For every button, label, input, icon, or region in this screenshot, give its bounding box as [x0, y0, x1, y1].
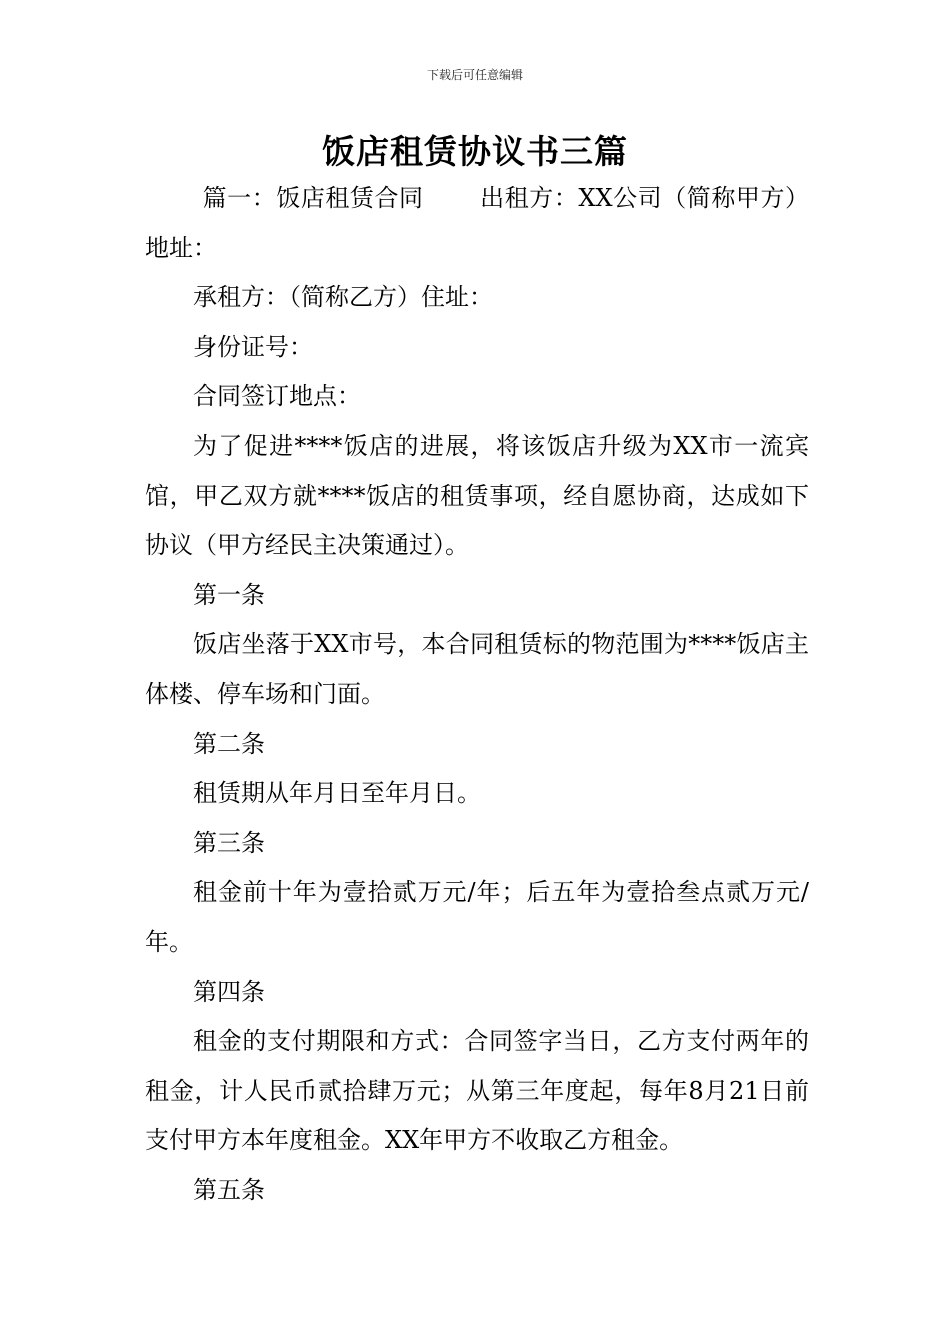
id-number-line: 身份证号： [193, 332, 313, 361]
article-body-2: 租赁期从年月日至年月日。 [193, 779, 481, 808]
article-heading-5: 第五条 [193, 1175, 265, 1204]
lessee-info: 承租方：（简称乙方）住址： [193, 283, 493, 312]
article-body-4: 租金的支付期限和方式：合同签字当日，乙方支付两年的租金，计人民币贰拾肆万元；从第三年度起，每年8月21日前支付甲方本年度租金。XX年甲方不收取乙方租金。 [145, 1027, 809, 1155]
document-title: 饭店租赁协议书三篇 [322, 132, 628, 171]
signing-location-line: 合同签订地点： [193, 382, 361, 411]
lessor-info: 出租方：XX公司（简称甲方）地址： [145, 184, 810, 262]
preamble-paragraph: 为了促进****饭店的进展，将该饭店升级为XX市一流宾馆，甲乙双方就****饭店的租赁事项，经自愿协商，达成如下协议（甲方经民主决策通过）。 [145, 431, 809, 560]
article-heading-4: 第四条 [193, 977, 265, 1006]
section-heading-part-one: 篇一：饭店租赁合同 [202, 184, 424, 212]
article-heading-1: 第一条 [193, 580, 265, 609]
header-note: 下载后可任意编辑 [426, 68, 523, 82]
article-body-1: 饭店坐落于XX市号，本合同租赁标的物范围为****饭店主体楼、停车场和门面。 [145, 630, 809, 708]
paragraph-intro [145, 174, 809, 273]
article-heading-2: 第二条 [193, 729, 265, 758]
document-body [145, 174, 809, 1215]
article-body-3: 租金前十年为壹拾贰万元/年；后五年为壹拾叁点贰万元/年。 [145, 878, 809, 956]
article-heading-3: 第三条 [193, 828, 265, 857]
